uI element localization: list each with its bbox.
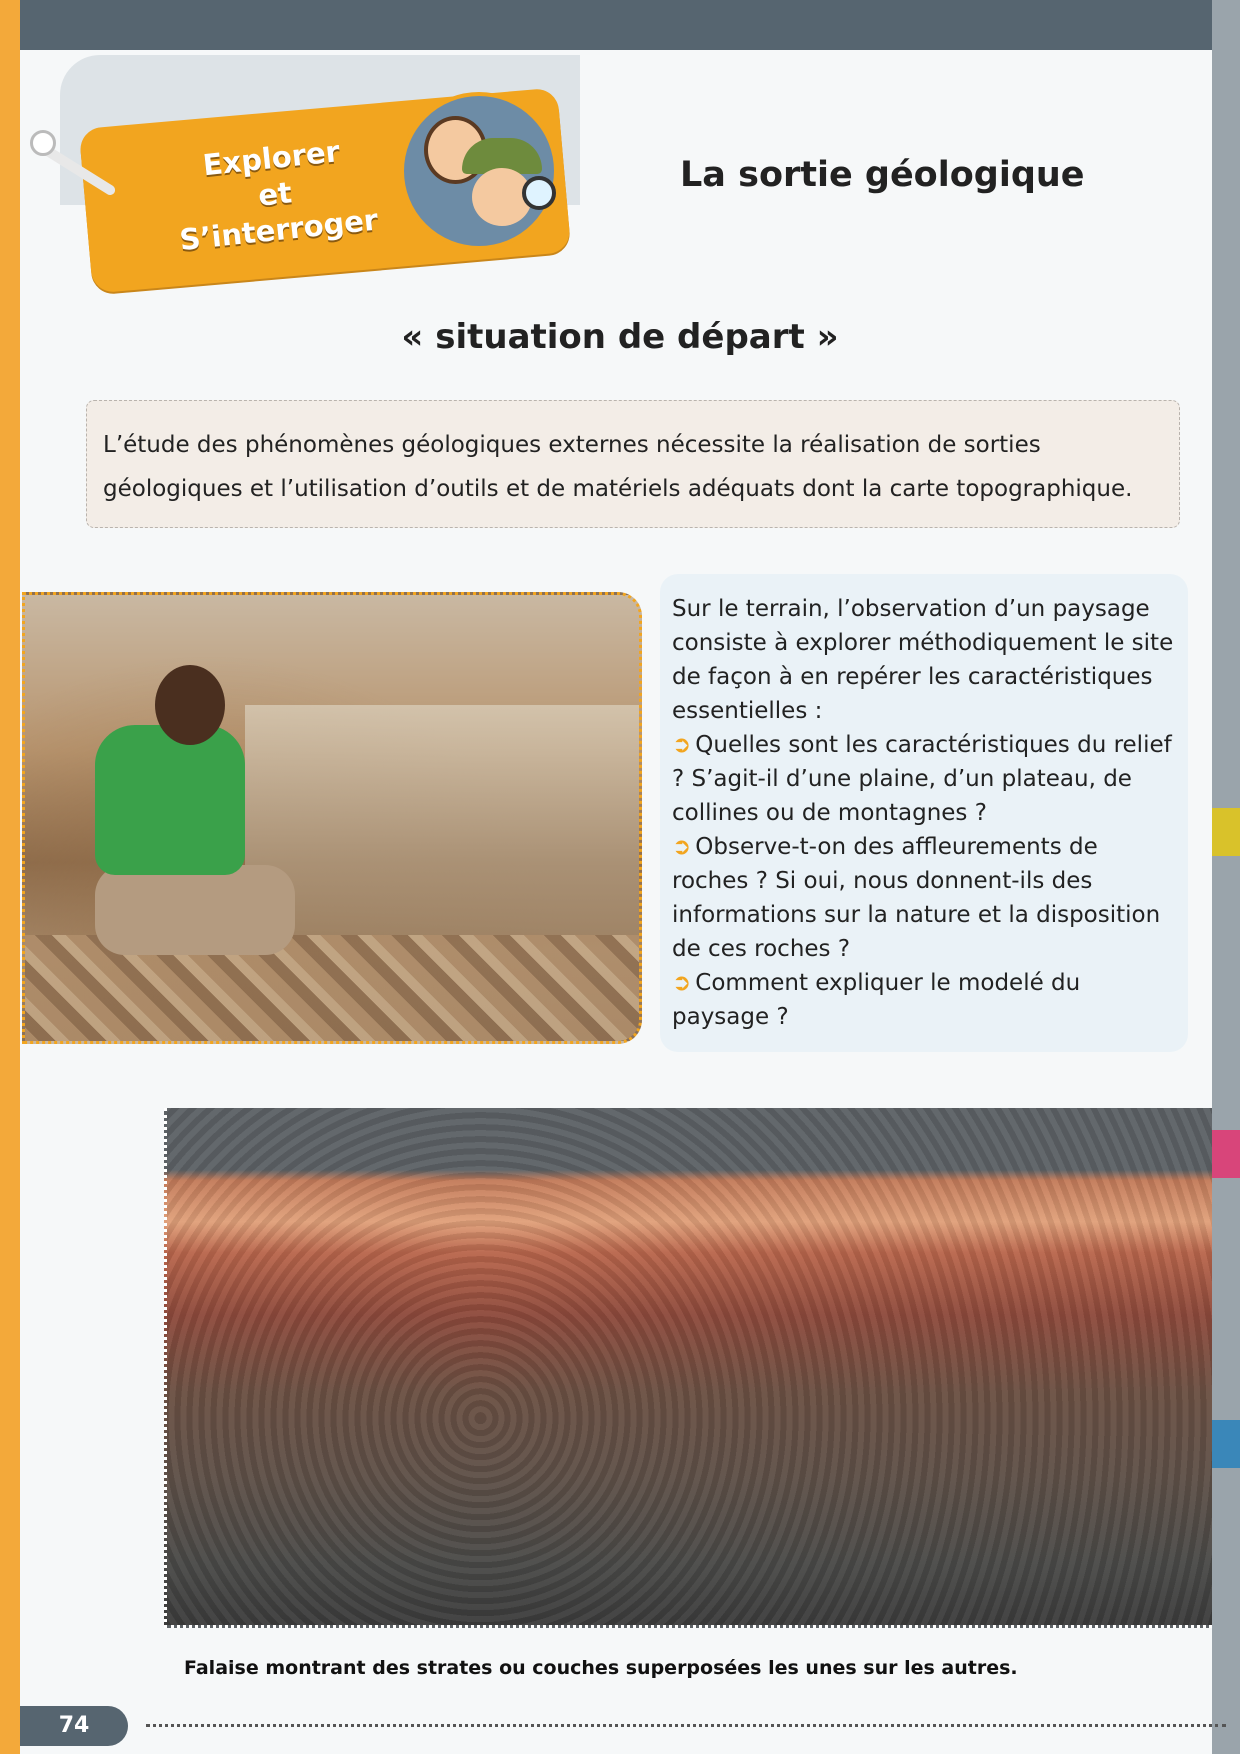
badge-line-2: et [256, 175, 294, 213]
question-item [672, 966, 1178, 1034]
intro-box [86, 400, 1180, 528]
question-text-2: Observe-t-on des affleurements de roches ? Si oui, nous donnent-ils des informations sur la nature et la disposition de ces roches ? [672, 834, 1161, 962]
edge-tab-pink [1212, 1130, 1240, 1178]
person-legs [95, 865, 295, 955]
edge-tab-blue [1212, 1420, 1240, 1468]
question-intro: Sur le terrain, l’observation d’un paysage consiste à explorer méthodiquement le site de façon à en repérer les caractéristiques essentielles : [672, 596, 1174, 724]
page-title: La sortie géologique [680, 155, 1085, 195]
person-head [155, 665, 225, 745]
circle-arrow-icon: ➲ [672, 834, 692, 860]
pin-head-icon [30, 130, 56, 156]
person-shirt [95, 725, 245, 875]
question-text-3: Comment expliquer le modelé du paysage ? [672, 970, 1081, 1030]
left-color-strip [0, 0, 20, 1754]
photo-caption: Falaise montrant des strates ou couches superposées les unes sur les autres. [184, 1657, 1018, 1679]
question-box [660, 574, 1188, 1052]
circle-arrow-icon: ➲ [672, 732, 692, 758]
question-item [672, 830, 1178, 966]
cliff-strata-photo [164, 1108, 1212, 1628]
circle-arrow-icon: ➲ [672, 970, 692, 996]
page-number: 74 [20, 1706, 128, 1746]
intro-line-2: géologiques et l’utilisation d’outils et de matériels adéquats dont la carte topographique. [103, 476, 1133, 502]
question-item [672, 728, 1178, 830]
explorer-kids-illustration [400, 92, 558, 250]
magnifier-icon [522, 176, 556, 210]
right-edge [1212, 0, 1240, 1754]
footer-dotted-rule [146, 1724, 1226, 1727]
cliff-face [245, 705, 642, 935]
badge-line-3: S’interroger [177, 202, 380, 258]
badge-line-1: Explorer [201, 134, 342, 183]
intro-line-1: L’étude des phénomènes géologiques externes nécessite la réalisation de sorties [103, 432, 1041, 458]
question-text-1: Quelles sont les caractéristiques du relief ? S’agit-il d’une plaine, d’un plateau, de collines ou de montagnes ? [672, 732, 1172, 826]
strata-texture [167, 1108, 1212, 1625]
field-photo [22, 592, 642, 1044]
top-band [0, 0, 1240, 50]
edge-tab-yellow [1212, 808, 1240, 856]
section-subtitle: « situation de départ » [401, 317, 839, 357]
